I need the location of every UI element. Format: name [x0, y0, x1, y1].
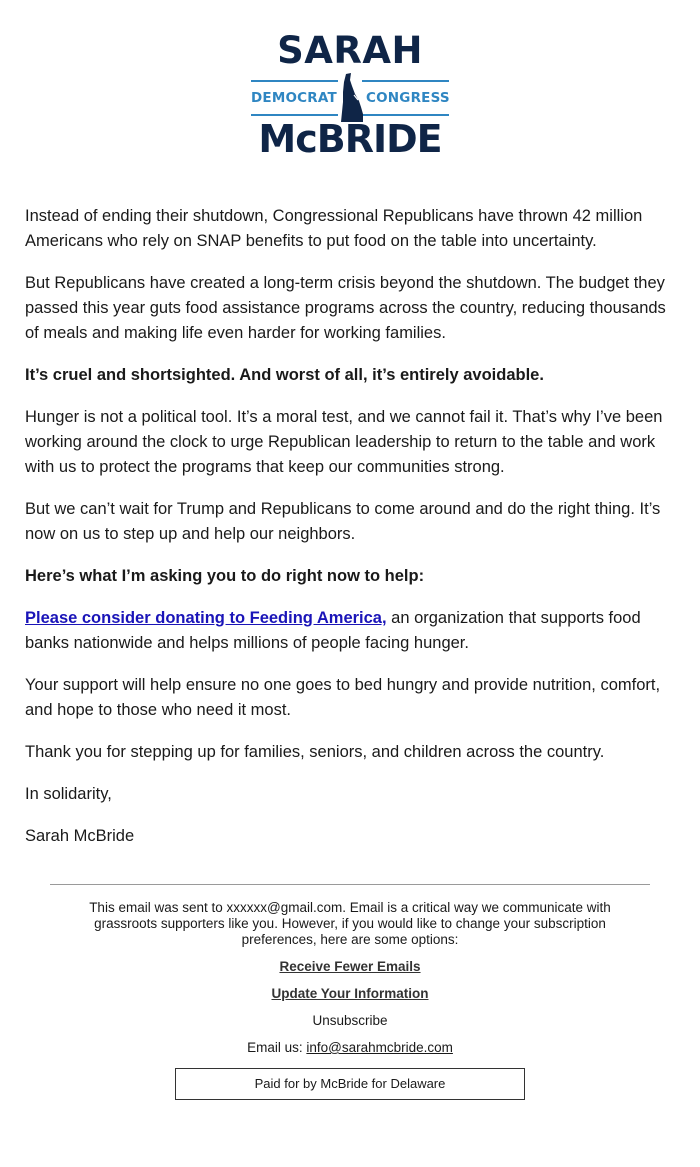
unsubscribe-link[interactable]: Unsubscribe: [312, 1013, 388, 1028]
body-paragraph-thanks: Thank you for stepping up for families, seniors, and children across the country.: [25, 743, 605, 761]
logo-name-top: SARAH: [277, 29, 423, 72]
body-paragraph-hunger: Hunger is not a political tool. It’s a moral test, and we cannot fail it. That’s why I’ve been working around the clock to urge Republican leadership to return to the table and work with us to protect the programs that keep our communities strong.: [25, 408, 663, 476]
logo-democrat-label: DEMOCRAT: [251, 90, 337, 106]
campaign-logo: [246, 30, 454, 165]
logo-name-bottom: McBRIDE: [258, 117, 442, 161]
body-paragraph-shutdown: Instead of ending their shutdown, Congressional Republicans have thrown 42 million Americans who rely on SNAP benefits to put food on the table into uncertainty.: [25, 207, 643, 250]
receive-fewer-emails-link[interactable]: Receive Fewer Emails: [279, 959, 421, 974]
body-paragraph-support: Your support will help ensure no one goes to bed hungry and provide nutrition, comfort, and hope to those who need it most.: [25, 676, 661, 719]
email-footer: [50, 900, 650, 1100]
body-paragraph-budget: But Republicans have created a long-term crisis beyond the shutdown. The budget they passed this year guts food assistance programs across the country, reducing thousands of meals and making life even harder for working families.: [25, 274, 666, 342]
body-paragraph-neighbors: But we can’t wait for Trump and Republicans to come around and do the right thing. It’s now on us to step up and help our neighbors.: [25, 500, 661, 543]
body-paragraph-donate: [25, 606, 675, 656]
logo-line-right-bottom: [362, 114, 449, 116]
closing-line: In solidarity,: [25, 785, 112, 803]
body-paragraph-ask: Here’s what I’m asking you to do right now to help:: [25, 567, 425, 585]
logo-congress-label: CONGRESS: [366, 90, 450, 106]
donate-description: an organization that supports food banks nationwide and helps millions of people facing hunger.: [25, 609, 641, 652]
logo-line-left-top: [251, 80, 338, 82]
update-information-link[interactable]: Update Your Information: [271, 986, 429, 1001]
footer-notice: This email was sent to xxxxxx@gmail.com. Email is a critical way we communicate with grassroots supporters like you. However, if you would like to change your subscription preferences, here are some options:: [89, 900, 611, 947]
body-paragraph-cruel: It’s cruel and shortsighted. And worst of all, it’s entirely avoidable.: [25, 366, 544, 384]
email-body: [25, 204, 675, 866]
logo-line-right-top: [362, 80, 449, 82]
footer-email-link[interactable]: info@sarahmcbride.com: [306, 1040, 453, 1055]
footer-email-label: Email us:: [247, 1040, 307, 1055]
donate-feeding-america-link[interactable]: Please consider donating to Feeding America,: [25, 609, 387, 627]
logo-line-left-bottom: [251, 114, 338, 116]
paid-for-box: Paid for by McBride for Delaware: [175, 1068, 525, 1100]
footer-email-line: [50, 1040, 650, 1056]
signature: Sarah McBride: [25, 827, 135, 845]
footer-divider: [50, 884, 650, 885]
